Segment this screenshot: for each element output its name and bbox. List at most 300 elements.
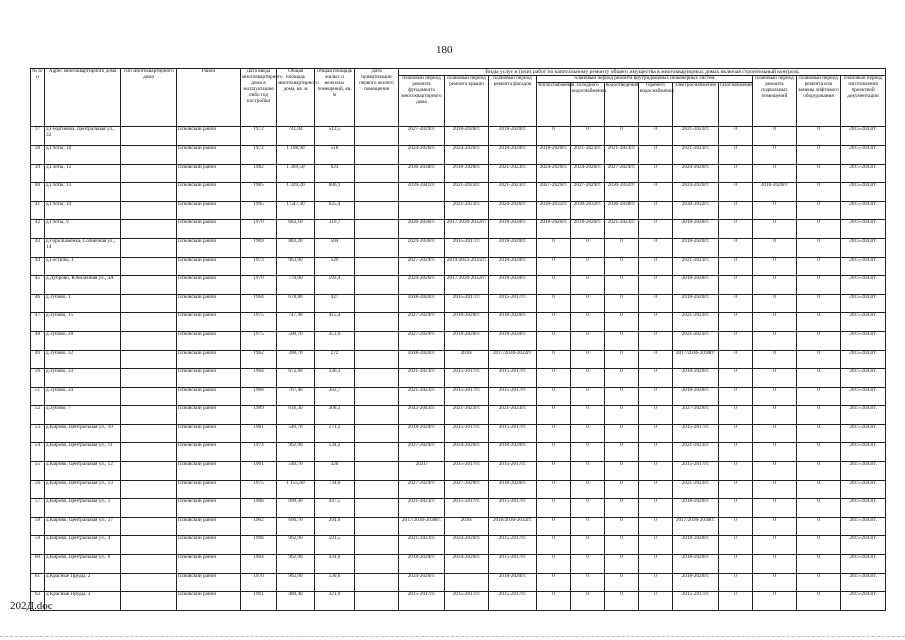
table-cell: 0 [537, 331, 571, 350]
table-cell: 2015-2043гг. [841, 257, 886, 276]
table-cell: 0 [753, 164, 797, 183]
table-cell: д.Кирово, Центральная ул., 12 [45, 462, 121, 481]
table-row [31, 517, 886, 536]
table-cell: 0 [537, 238, 571, 257]
table-cell: 58 [31, 517, 45, 536]
table-cell: 0 [605, 369, 639, 388]
table-cell [121, 331, 177, 350]
table-cell: 2015-2017гг. [399, 592, 445, 611]
table-cell: 2015-2017гг. [673, 462, 719, 481]
table-cell: 962,90 [277, 443, 315, 462]
table-cell: 57 [31, 499, 45, 518]
table-cell: 0 [605, 387, 639, 406]
table-row [31, 536, 886, 555]
table-cell: 0 [605, 294, 639, 313]
table-cell: 2021-2023гг. [605, 145, 639, 164]
table-cell: Псковский район [177, 183, 241, 202]
header-year: Дата ввода многоквартирного дома в эксплуатацию либо год постройки [241, 69, 277, 127]
table-cell: 52 [31, 406, 45, 425]
table-cell: 2015-2043гг. [841, 331, 886, 350]
table-cell: 38 [31, 145, 45, 164]
table-cell: 899,30 [277, 499, 315, 518]
footer-filename: 202Д.doc [10, 600, 53, 612]
table-cell: 672,60 [277, 369, 315, 388]
table-cell: 271,2 [315, 424, 355, 443]
table-cell: 2015-2043гг. [841, 276, 886, 295]
table-cell: 1961 [241, 424, 277, 443]
table-cell: Псковский район [177, 462, 241, 481]
table-cell: д.Георгиевка, Центральная ул., 32 [45, 127, 121, 146]
table-cell: 0 [797, 164, 841, 183]
table-cell: 0 [605, 238, 639, 257]
table-cell: 2027-2029гг. [399, 443, 445, 462]
table-cell: 251,9 [315, 331, 355, 350]
table-cell: 0 [537, 350, 571, 369]
table-cell: 0 [797, 499, 841, 518]
table-cell [355, 313, 399, 332]
table-cell [121, 220, 177, 239]
table-cell: 0 [605, 331, 639, 350]
table-cell: 2021-2023гг. [445, 183, 489, 202]
table-cell: Псковский район [177, 127, 241, 146]
table-cell: 0 [753, 220, 797, 239]
table-cell: 2015-2017гг. [489, 592, 537, 611]
table-cell: 480,40 [277, 592, 315, 611]
table-cell: 504 [315, 238, 355, 257]
table-cell: 2027-2029гг. [399, 127, 445, 146]
table-cell: 2036-2038гг. [399, 164, 445, 183]
table-cell: 0 [753, 201, 797, 220]
header-gas: газоснабжения [719, 83, 753, 127]
table-cell: 0 [753, 350, 797, 369]
table-cell [121, 573, 177, 592]
table-cell: 46 [31, 294, 45, 313]
table-cell: 2018-2020гг. [445, 331, 489, 350]
table-cell: 0 [571, 294, 605, 313]
table-cell: 747,40 [277, 313, 315, 332]
table-cell: 0 [639, 406, 673, 425]
table-cell: 2015-2043гг. [841, 220, 886, 239]
table-cell: Псковский район [177, 369, 241, 388]
table-cell: 2015-2017гг. [445, 499, 489, 518]
table-cell: 2018-2020гг. [753, 183, 797, 202]
table-cell: 0 [797, 406, 841, 425]
table-cell: 591,5 [315, 536, 355, 555]
header-address: Адрес многоквартирного дома [45, 69, 121, 127]
table-cell: 2015-2043гг. [841, 424, 886, 443]
header-systems-group: плановый период ремонта внутридомовых инженерных систем [537, 76, 753, 83]
table-cell: 2018-2020гг. [489, 257, 537, 276]
table-cell: 963,00 [277, 257, 315, 276]
table-cell: 0 [753, 424, 797, 443]
table-cell: 0 [605, 127, 639, 146]
table-cell: 0 [719, 499, 753, 518]
table-cell: 2015-2043гг. [841, 183, 886, 202]
table-cell: 1 547,30 [277, 201, 315, 220]
table-cell: 2021-2023гг. [673, 127, 719, 146]
table-row [31, 499, 886, 518]
table-cell: 0 [571, 517, 605, 536]
table-row [31, 183, 886, 202]
table-cell: 383,7 [315, 387, 355, 406]
table-cell: 2018-2020гг. [399, 350, 445, 369]
table-cell [121, 499, 177, 518]
table-cell: 0 [605, 499, 639, 518]
table-cell: 2018-2020гг. [489, 573, 537, 592]
table-cell: 0 [605, 424, 639, 443]
table-cell: 2027-2029гг. [673, 406, 719, 425]
header-sewer: водоотведения [605, 83, 639, 127]
table-cell: 678,80 [277, 294, 315, 313]
table-cell [121, 443, 177, 462]
table-cell [355, 183, 399, 202]
table-cell: Псковский район [177, 331, 241, 350]
table-cell [355, 573, 399, 592]
table-cell: 2017/2036-2038гг. [399, 517, 445, 536]
table-cell: 61 [31, 573, 45, 592]
table-cell: 625,4 [315, 201, 355, 220]
table-cell: 0 [537, 387, 571, 406]
table-cell: 2027-2029гг. [399, 313, 445, 332]
table-cell: 0 [797, 517, 841, 536]
table-row [31, 127, 886, 146]
table-cell: 0 [537, 276, 571, 295]
table-cell: 2018-2020гг. [445, 313, 489, 332]
table-row [31, 164, 886, 183]
table-cell [355, 164, 399, 183]
table-cell: 1975 [241, 313, 277, 332]
table-cell: 0 [605, 406, 639, 425]
table-cell: д.Глоты, 13 [45, 183, 121, 202]
table-cell: 2015-2017гг. [445, 462, 489, 481]
header-privatization: Дата приватизации первого жилого помещения [355, 69, 399, 127]
table-cell: 0 [537, 443, 571, 462]
header-no: № п/п [31, 69, 45, 127]
table-cell: 0 [571, 424, 605, 443]
table-cell: 2019/2033-2035гг. [445, 257, 489, 276]
table-cell: 0 [639, 145, 673, 164]
table-cell: 0 [797, 443, 841, 462]
table-cell: 1970 [241, 573, 277, 592]
table-cell: 2021-2023гг. [399, 369, 445, 388]
table-cell: д.Кирово, Центральная ул., 13 [45, 480, 121, 499]
table-cell: 2018-2020гг. [399, 555, 445, 574]
table-cell: 0 [639, 201, 673, 220]
table-cell [355, 145, 399, 164]
table-cell: 2024-2026гг. [445, 536, 489, 555]
table-cell: 0 [719, 592, 753, 611]
table-cell: 2018-2020гг. [673, 369, 719, 388]
table-row [31, 201, 886, 220]
page-number: 180 [436, 44, 453, 56]
table-cell: 2024-2026гг. [673, 183, 719, 202]
table-cell: 2024-2026гг. [445, 443, 489, 462]
table-cell: 2015-2043гг. [841, 480, 886, 499]
table-cell: 1 108,90 [277, 145, 315, 164]
table-cell: 390,70 [277, 350, 315, 369]
table-cell: 2015-2043гг. [841, 164, 886, 183]
table-cell: д.Кирово, Центральная ул., 27 [45, 517, 121, 536]
table-cell: 2021-2023гг. [605, 220, 639, 239]
table-cell: 2015-2017гг. [489, 294, 537, 313]
table-cell: 2015-2043гг. [841, 443, 886, 462]
table-cell [399, 201, 445, 220]
table-cell: 43 [31, 238, 45, 257]
table-cell: 2015-2017гг. [673, 592, 719, 611]
table-cell: 0 [571, 592, 605, 611]
table-cell: 0 [571, 257, 605, 276]
table-cell: 1964 [241, 294, 277, 313]
table-cell: 0 [639, 220, 673, 239]
table-cell: 0 [537, 424, 571, 443]
table-cell [121, 462, 177, 481]
table-cell: 0 [753, 462, 797, 481]
table-cell: 40 [31, 183, 45, 202]
table-cell: 0 [797, 387, 841, 406]
table-cell: 0 [797, 257, 841, 276]
table-cell: 2018-2020гг. [673, 387, 719, 406]
table-cell: 2017/2036-2038гг. [673, 350, 719, 369]
table-cell: 2018-2020гг. [399, 424, 445, 443]
table-cell: 0 [605, 313, 639, 332]
table-row [31, 387, 886, 406]
table-cell: 767,40 [277, 387, 315, 406]
table-cell: 0 [605, 462, 639, 481]
table-cell: 2018-2020гг. [537, 145, 571, 164]
table-cell: 1966 [241, 536, 277, 555]
table-cell: Псковский район [177, 480, 241, 499]
table-cell: 741,04 [277, 127, 315, 146]
table-cell: 0 [719, 313, 753, 332]
table-cell: 0 [537, 127, 571, 146]
table-cell: 0 [537, 369, 571, 388]
table-cell: 0 [797, 294, 841, 313]
table-cell: 0 [797, 331, 841, 350]
table-cell: 2015-2017гг. [445, 369, 489, 388]
table-row [31, 257, 886, 276]
table-cell: 0 [753, 294, 797, 313]
table-cell: 0 [639, 443, 673, 462]
table-cell: 0 [797, 201, 841, 220]
table-cell: д.Глоты, 12 [45, 164, 121, 183]
table-row [31, 406, 886, 425]
table-cell: 0 [605, 480, 639, 499]
table-cell: Псковский район [177, 350, 241, 369]
table-cell: 2018-2020гг. [489, 331, 537, 350]
table-cell: 308,2 [315, 406, 355, 425]
table-cell: 1 155,60 [277, 480, 315, 499]
table-cell: 2030-2032гг. [537, 201, 571, 220]
table-cell: 2017/2030-2032гг. [445, 276, 489, 295]
table-cell: Псковский район [177, 220, 241, 239]
table-cell: 1966 [241, 499, 277, 518]
table-cell [355, 201, 399, 220]
table-cell: 2024-2026гг. [673, 164, 719, 183]
table-row [31, 443, 886, 462]
table-cell: 1970 [241, 276, 277, 295]
table-cell: 2021-2023гг. [489, 164, 537, 183]
table-cell: д.Кирово, Центральная ул., 11 [45, 443, 121, 462]
table-cell: 0 [753, 592, 797, 611]
table-cell: д.Красные Пруды, 3 [45, 592, 121, 611]
table-cell: 2018-2020гг. [399, 294, 445, 313]
table-cell: 0 [719, 257, 753, 276]
table-cell: 0 [571, 462, 605, 481]
table-cell: 0 [571, 536, 605, 555]
table-cell: 320 [315, 462, 355, 481]
table-cell: 0 [797, 424, 841, 443]
table-cell: 2027-2029гг. [537, 183, 571, 202]
table-cell: д.Зубово, 34 [45, 387, 121, 406]
table-cell: 0 [639, 592, 673, 611]
table-cell: 2021-2023гг. [445, 406, 489, 425]
table-cell: 2030-2032гг. [673, 201, 719, 220]
table-cell: 0 [639, 555, 673, 574]
table-cell: 0 [797, 573, 841, 592]
table-cell: 1989 [241, 406, 277, 425]
table-cell: 0 [571, 499, 605, 518]
table-cell [355, 443, 399, 462]
table-cell: 336,3 [315, 369, 355, 388]
table-cell: 0 [719, 331, 753, 350]
table-cell: 2042-2043гг. [399, 406, 445, 425]
table-cell: 0 [639, 462, 673, 481]
table-cell: 0 [797, 220, 841, 239]
table-cell: 1975 [241, 480, 277, 499]
table-cell: 0 [571, 555, 605, 574]
header-hot-water: горячего водоснабжения [639, 83, 673, 127]
table-cell [355, 480, 399, 499]
table-cell: 0 [719, 294, 753, 313]
table-cell: 2018-2020гг. [673, 499, 719, 518]
table-cell: 1974 [241, 443, 277, 462]
table-cell: 0 [719, 238, 753, 257]
table-cell: 0 [753, 480, 797, 499]
table-row [31, 238, 886, 257]
table-cell: 2030-2032гг. [605, 183, 639, 202]
table-cell: 0 [719, 480, 753, 499]
table-cell: 0 [797, 238, 841, 257]
table-cell: 2018-2020гг. [489, 127, 537, 146]
table-cell: 0 [571, 331, 605, 350]
header-total-area: Общая площадь многоквартирного дома, кв. м [277, 69, 315, 127]
table-cell: д.Кирово, Центральная ул., 10 [45, 424, 121, 443]
table-cell: 2036-2038гг. [605, 201, 639, 220]
table-cell: 62 [31, 592, 45, 611]
table-cell: 2015-2043гг. [841, 369, 886, 388]
table-cell: д.Гостилы, 1 [45, 257, 121, 276]
table-cell: 2015-2017гг. [489, 536, 537, 555]
table-cell: 0 [753, 238, 797, 257]
table-cell: 0 [537, 555, 571, 574]
table-cell: 0 [797, 462, 841, 481]
table-cell: 2015-2043гг. [841, 350, 886, 369]
table-cell: 2016/ [445, 350, 489, 369]
table-cell [121, 201, 177, 220]
table-cell: 0 [797, 313, 841, 332]
table-cell: 2018-2020гг. [673, 294, 719, 313]
table-cell: 883,20 [277, 238, 315, 257]
table-cell [355, 369, 399, 388]
table-cell: 0 [639, 257, 673, 276]
table-cell: 2027-2029гг. [399, 331, 445, 350]
table-cell: 0 [571, 350, 605, 369]
table-cell: Псковский район [177, 517, 241, 536]
table-cell: 0 [571, 369, 605, 388]
table-cell: 778,00 [277, 276, 315, 295]
table-cell [121, 145, 177, 164]
table-cell: 2015-2043гг. [841, 517, 886, 536]
table-cell: 0 [537, 257, 571, 276]
table-cell: д.Глоты, 9 [45, 220, 121, 239]
table-cell: 2015-2043гг. [841, 499, 886, 518]
table-cell [121, 406, 177, 425]
table-cell: 2018-2020гг. [673, 238, 719, 257]
header-living-area: Общая площадь жилых и нежилых помещений, кв. м [315, 69, 355, 127]
table-cell [121, 555, 177, 574]
table-cell: 2021-2023гг. [673, 313, 719, 332]
table-cell: 39 [31, 164, 45, 183]
table-cell: 623 [315, 164, 355, 183]
table-cell: 518 [315, 145, 355, 164]
table-cell: 45 [31, 276, 45, 295]
table-row [31, 294, 886, 313]
table-cell: д.Дуброво, Юбилейная ул., 4А [45, 276, 121, 295]
table-cell: 0 [571, 276, 605, 295]
table-cell: 0 [753, 369, 797, 388]
table-cell: 2015-2043гг. [841, 313, 886, 332]
table-cell: 2027-2029гг. [571, 183, 605, 202]
table-cell: 2018-2020гг. [673, 220, 719, 239]
table-cell: 2024-2036гг. [399, 238, 445, 257]
table-cell: д.Зубово, 33 [45, 369, 121, 388]
table-cell [121, 387, 177, 406]
table-cell: 0 [605, 573, 639, 592]
table-cell: 666,70 [277, 517, 315, 536]
table-cell: 2021-2023гг. [399, 387, 445, 406]
table-cell [445, 573, 489, 592]
table-cell: 53 [31, 424, 45, 443]
table-cell: 0 [753, 387, 797, 406]
table-cell: 0 [719, 517, 753, 536]
table-cell: 0 [719, 127, 753, 146]
table-cell: 0 [639, 350, 673, 369]
table-cell: 2015-2017гг. [489, 369, 537, 388]
table-cell: 500,70 [277, 331, 315, 350]
table-cell: 0 [571, 573, 605, 592]
table-cell [121, 517, 177, 536]
table-cell: 415,4 [315, 313, 355, 332]
table-cell: 42 [31, 220, 45, 239]
table-cell: 0 [753, 443, 797, 462]
table-cell: 2017/2030-2032гг. [489, 350, 537, 369]
table-cell [355, 462, 399, 481]
table-cell [355, 257, 399, 276]
table-cell: 1982 [241, 164, 277, 183]
table-cell: 0 [639, 331, 673, 350]
table-cell: 962,90 [277, 573, 315, 592]
table-cell: 2024-2026гг. [399, 573, 445, 592]
table-cell [121, 592, 177, 611]
table-cell: 2018-2020гг. [445, 164, 489, 183]
table-cell: 2018-2020гг. [489, 220, 537, 239]
table-cell: 2015-2017гг. [673, 424, 719, 443]
table-cell: 0 [605, 555, 639, 574]
table-cell: 2018-2020гг. [537, 220, 571, 239]
table-cell: 2024-2026гг. [537, 164, 571, 183]
table-cell: 0 [719, 220, 753, 239]
table-cell: д.Красные Пруды, 2 [45, 573, 121, 592]
